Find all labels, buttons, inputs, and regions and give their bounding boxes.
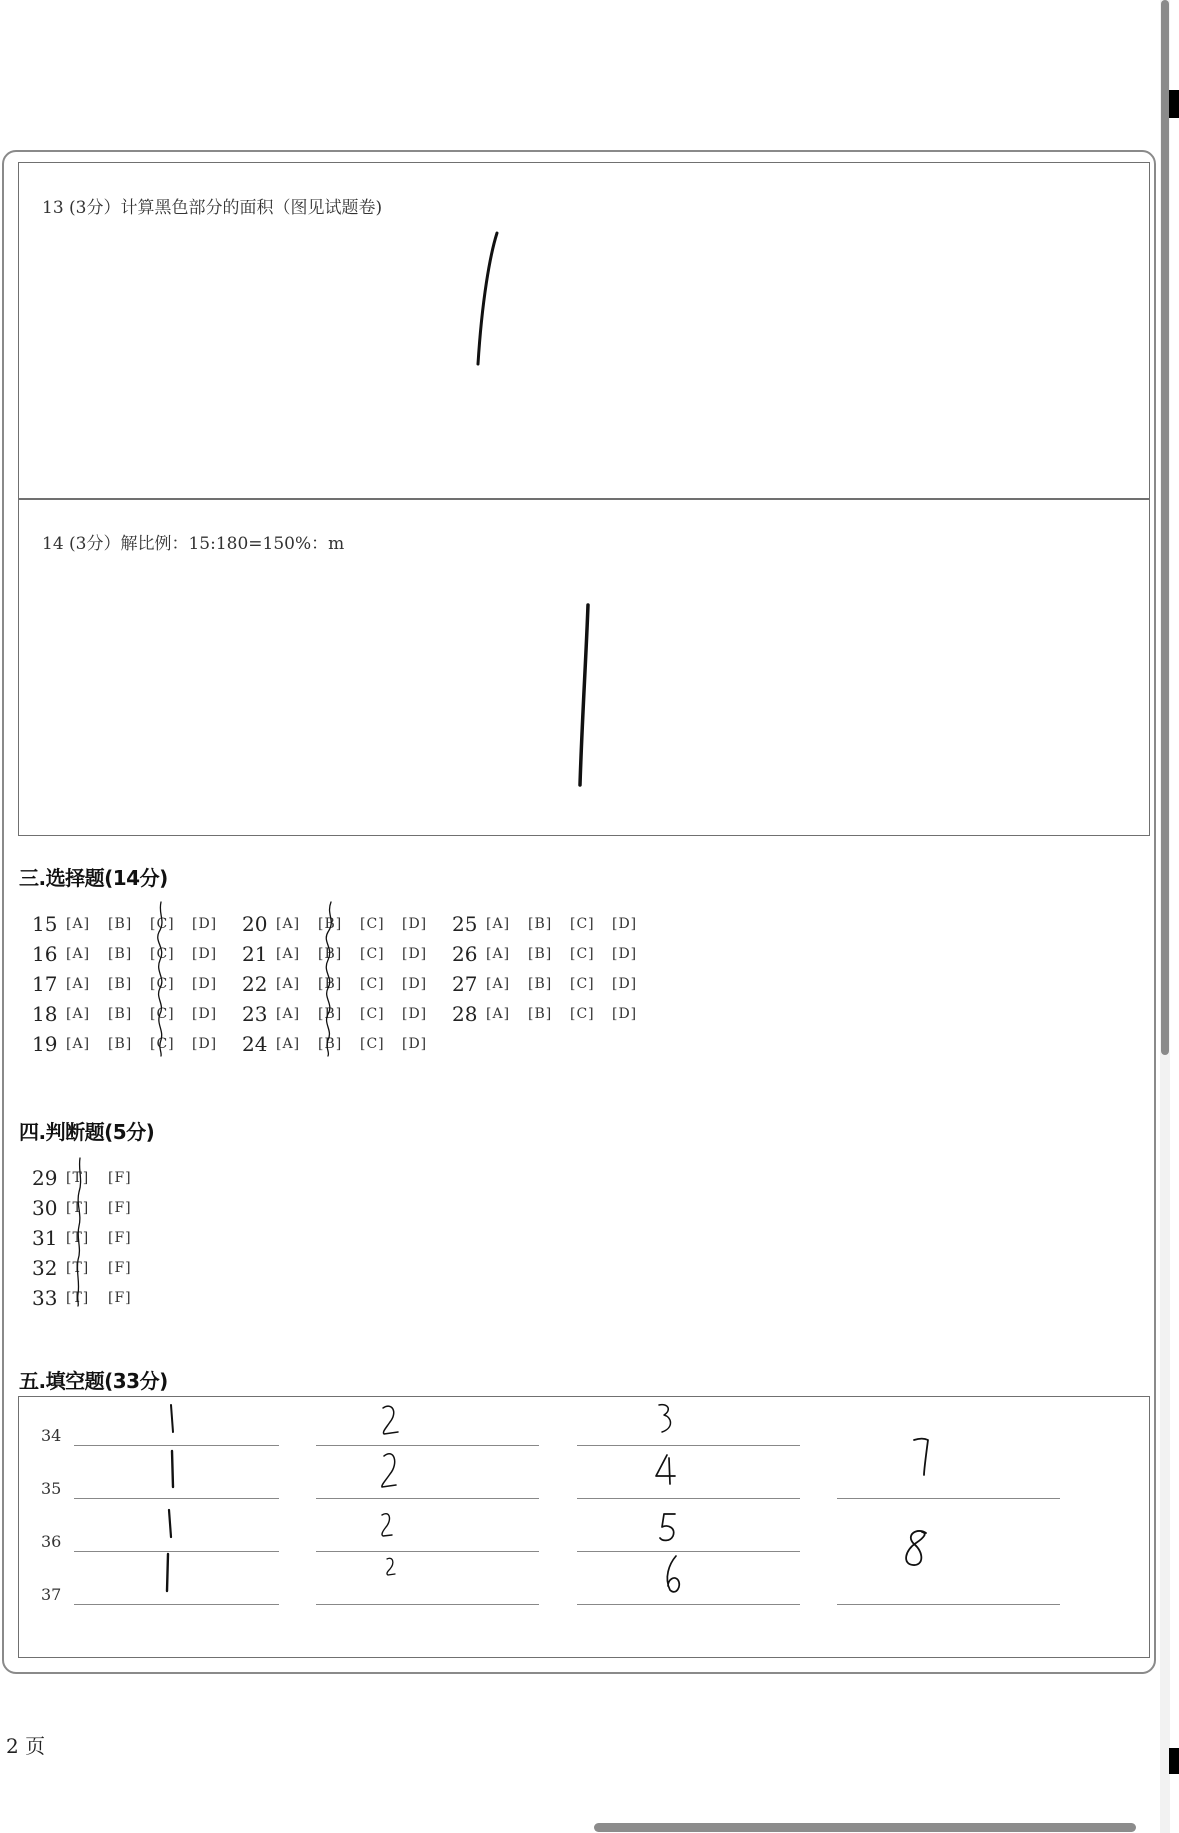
question-number: 28 xyxy=(452,1002,478,1026)
option-d[interactable]: [D] xyxy=(402,976,428,992)
question-number: 23 xyxy=(242,1002,268,1026)
option-c[interactable]: [C] xyxy=(360,976,385,992)
fill-row-number: 37 xyxy=(41,1585,62,1604)
fill-line[interactable] xyxy=(316,1604,539,1605)
option-c[interactable]: [C] xyxy=(150,946,175,962)
option-true[interactable]: [T] xyxy=(66,1260,90,1276)
option-c[interactable]: [C] xyxy=(570,916,595,932)
fill-row-number: 36 xyxy=(41,1532,62,1551)
option-true[interactable]: [T] xyxy=(66,1200,90,1216)
option-a[interactable]: [A] xyxy=(276,916,301,932)
fill-line[interactable] xyxy=(577,1551,800,1552)
option-b[interactable]: [B] xyxy=(108,946,133,962)
fill-line[interactable] xyxy=(837,1498,1060,1499)
fill-row-number: 34 xyxy=(41,1426,62,1445)
option-b[interactable]: [B] xyxy=(318,916,343,932)
option-a[interactable]: [A] xyxy=(486,946,511,962)
option-false[interactable]: [F] xyxy=(108,1260,132,1276)
option-a[interactable]: [A] xyxy=(276,976,301,992)
option-d[interactable]: [D] xyxy=(612,916,638,932)
page-number: 2 页 xyxy=(6,1734,46,1758)
option-a[interactable]: [A] xyxy=(66,946,91,962)
question-number: 25 xyxy=(452,912,478,936)
option-d[interactable]: [D] xyxy=(402,946,428,962)
question-14-label: 14 (3分）解比例：15:180=150%：m xyxy=(42,534,345,554)
option-c[interactable]: [C] xyxy=(150,1006,175,1022)
fill-line[interactable] xyxy=(316,1445,539,1446)
edge-marker-bottom xyxy=(1169,1748,1179,1774)
option-d[interactable]: [D] xyxy=(192,976,218,992)
fill-line[interactable] xyxy=(577,1498,800,1499)
question-number: 26 xyxy=(452,942,478,966)
fill-line[interactable] xyxy=(577,1604,800,1605)
question-number: 19 xyxy=(32,1032,58,1056)
option-b[interactable]: [B] xyxy=(108,1006,133,1022)
option-b[interactable]: [B] xyxy=(318,976,343,992)
option-b[interactable]: [B] xyxy=(528,976,553,992)
option-a[interactable]: [A] xyxy=(276,1036,301,1052)
option-c[interactable]: [C] xyxy=(360,946,385,962)
question-number: 18 xyxy=(32,1002,58,1026)
question-number: 22 xyxy=(242,972,268,996)
question-number: 29 xyxy=(32,1166,58,1190)
option-true[interactable]: [T] xyxy=(66,1290,90,1306)
option-d[interactable]: [D] xyxy=(402,1006,428,1022)
option-c[interactable]: [C] xyxy=(150,1036,175,1052)
option-c[interactable]: [C] xyxy=(570,1006,595,1022)
vertical-scrollbar-thumb[interactable] xyxy=(1161,0,1169,1055)
option-a[interactable]: [A] xyxy=(66,1006,91,1022)
option-d[interactable]: [D] xyxy=(192,1036,218,1052)
option-d[interactable]: [D] xyxy=(192,916,218,932)
fill-line[interactable] xyxy=(74,1551,279,1552)
option-c[interactable]: [C] xyxy=(360,1006,385,1022)
option-d[interactable]: [D] xyxy=(402,916,428,932)
option-d[interactable]: [D] xyxy=(612,946,638,962)
edge-marker-top xyxy=(1169,90,1179,118)
judge-section-title: 四.判断题(5分) xyxy=(19,1120,155,1144)
option-c[interactable]: [C] xyxy=(150,916,175,932)
question-number: 24 xyxy=(242,1032,268,1056)
option-d[interactable]: [D] xyxy=(192,1006,218,1022)
option-a[interactable]: [A] xyxy=(276,1006,301,1022)
option-b[interactable]: [B] xyxy=(318,1036,343,1052)
option-a[interactable]: [A] xyxy=(66,1036,91,1052)
option-true[interactable]: [T] xyxy=(66,1170,90,1186)
option-b[interactable]: [B] xyxy=(318,946,343,962)
question-number: 33 xyxy=(32,1286,58,1310)
option-b[interactable]: [B] xyxy=(318,1006,343,1022)
option-d[interactable]: [D] xyxy=(612,976,638,992)
option-a[interactable]: [A] xyxy=(276,946,301,962)
option-a[interactable]: [A] xyxy=(66,976,91,992)
fill-row-number: 35 xyxy=(41,1479,62,1498)
horizontal-scrollbar-thumb[interactable] xyxy=(594,1823,1136,1832)
question-number: 20 xyxy=(242,912,268,936)
choice-section-title: 三.选择题(14分) xyxy=(19,866,168,890)
option-d[interactable]: [D] xyxy=(612,1006,638,1022)
fill-section-title: 五.填空题(33分) xyxy=(19,1369,168,1393)
question-number: 32 xyxy=(32,1256,58,1280)
fill-line[interactable] xyxy=(74,1498,279,1499)
option-b[interactable]: [B] xyxy=(108,976,133,992)
fill-line[interactable] xyxy=(316,1551,539,1552)
option-b[interactable]: [B] xyxy=(108,1036,133,1052)
question-number: 16 xyxy=(32,942,58,966)
option-a[interactable]: [A] xyxy=(486,1006,511,1022)
option-b[interactable]: [B] xyxy=(528,916,553,932)
fill-line[interactable] xyxy=(577,1445,800,1446)
option-false[interactable]: [F] xyxy=(108,1170,132,1186)
option-b[interactable]: [B] xyxy=(528,1006,553,1022)
option-d[interactable]: [D] xyxy=(192,946,218,962)
question-13-label: 13 (3分）计算黑色部分的面积（图见试题卷) xyxy=(42,198,383,218)
fill-line[interactable] xyxy=(316,1498,539,1499)
question-number: 15 xyxy=(32,912,58,936)
option-a[interactable]: [A] xyxy=(486,976,511,992)
option-c[interactable]: [C] xyxy=(360,1036,385,1052)
option-c[interactable]: [C] xyxy=(570,946,595,962)
question-13-box xyxy=(18,162,1150,500)
option-false[interactable]: [F] xyxy=(108,1230,132,1246)
option-true[interactable]: [T] xyxy=(66,1230,90,1246)
question-number: 21 xyxy=(242,942,268,966)
option-c[interactable]: [C] xyxy=(150,976,175,992)
question-number: 17 xyxy=(32,972,58,996)
option-d[interactable]: [D] xyxy=(402,1036,428,1052)
fill-line[interactable] xyxy=(74,1604,279,1605)
option-false[interactable]: [F] xyxy=(108,1200,132,1216)
fill-line[interactable] xyxy=(74,1445,279,1446)
option-c[interactable]: [C] xyxy=(360,916,385,932)
option-false[interactable]: [F] xyxy=(108,1290,132,1306)
question-number: 30 xyxy=(32,1196,58,1220)
option-a[interactable]: [A] xyxy=(486,916,511,932)
option-b[interactable]: [B] xyxy=(528,946,553,962)
question-number: 27 xyxy=(452,972,478,996)
option-c[interactable]: [C] xyxy=(570,976,595,992)
question-number: 31 xyxy=(32,1226,58,1250)
question-14-box xyxy=(18,498,1150,836)
option-b[interactable]: [B] xyxy=(108,916,133,932)
fill-answer-box xyxy=(18,1396,1150,1658)
option-a[interactable]: [A] xyxy=(66,916,91,932)
answer-sheet xyxy=(2,150,1156,1674)
fill-line[interactable] xyxy=(837,1604,1060,1605)
